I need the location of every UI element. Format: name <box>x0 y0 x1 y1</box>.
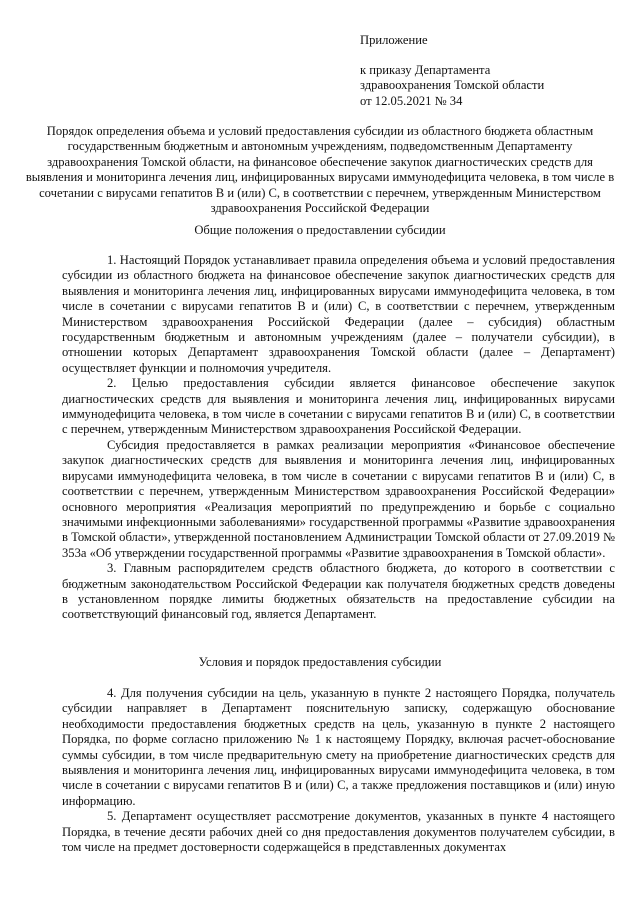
section-heading-general: Общие положения о предоставлении субсидии <box>194 223 446 237</box>
document-title: Порядок определения объема и условий предоставления субсидии из областного бюджета областным государственным бюджетным и автономным учреждениям, подведомственным Департаменту здравоохранения Томской области, на финансовое обеспечение закупок диагностических средств для выявления и мониторинга лечения лиц, инфицированных вирусами иммунодефицита человека, в том числе в сочетании с вирусами гепатитов В и (или) С, в соответствии с перечнем, утвержденным Министерством здравоохранения Российской Федерации <box>25 124 615 216</box>
paragraph-2: 2. Целью предоставления субсидии является финансовое обеспечение закупок диагностических средств для выявления и мониторинга лечения лиц, инфицированных вирусами иммунодефицита человека, в том числе в сочетании с вирусами гепатитов В и (или) С, в соответствии с перечнем, утвержденным Министерством здравоохранения Российской Федерации. <box>62 376 615 437</box>
paragraph-5: 5. Департамент осуществляет рассмотрение документов, указанных в пункте 4 настоящего Порядка, в течение десяти рабочих дней со дня предоставления документов получателем субсидии, в том числе на предмет достоверности содержащейся в представленных документах <box>62 809 615 855</box>
conditions-paragraphs <box>62 686 615 855</box>
paragraph-1: 1. Настоящий Порядок устанавливает правила определения объема и условий предоставления субсидии из областного бюджета на финансовое обеспечение закупок диагностических средств для выявления и мониторинга лечения лиц, инфицированных вирусами иммунодефицита человека, в том числе в сочетании с вирусами гепатитов В и (или) С, в соответствии с перечнем, утвержденным Министерством здравоохранения Российской Федерации (далее – субсидия) областным государственным бюджетным и автономным учреждениям (далее – получатели субсидии), в отношении которых Департамент здравоохранения Томской области (далее – Департамент) осуществляет функции и полномочия учредителя. <box>62 253 615 375</box>
general-paragraphs <box>62 253 615 623</box>
section-heading-conditions: Условия и порядок предоставления субсидии <box>198 655 442 669</box>
appendix-order-line: к приказу Департамента <box>360 62 491 77</box>
paragraph-2-subsidy: Субсидия предоставляется в рамках реализации мероприятия «Финансовое обеспечение закупок диагностических средств для выявления и мониторинга лечения лиц, инфицированных вирусами иммунодефицита человека, в том числе в сочетании с вирусами гепатитов В и (или) С, в соответствии с перечнем, утвержденным Министерством здравоохранения Российской Федерации» основного мероприятия «Реализация мероприятий по предупреждению и борьбе с социально значимыми инфекционными заболеваниями» государственной программы «Развитие здравоохранения в Томской области», утвержденной постановлением Администрации Томской области от 27.09.2019 № 353а «Об утверждении государственной программы «Развитие здравоохранения в Томской области». <box>62 437 615 560</box>
appendix-date-line: от 12.05.2021 № 34 <box>360 93 463 108</box>
appendix-label: Приложение <box>360 33 428 47</box>
paragraph-3: 3. Главным распорядителем средств областного бюджета, до которого в соответствии с бюджетным законодательством Российской Федерации как получателя бюджетных средств доведены в установленном порядке лимиты бюджетных обязательств на предоставление субсидии на соответствующий финансовый год, является Департамент. <box>62 561 615 622</box>
paragraph-4: 4. Для получения субсидии на цель, указанную в пункте 2 настоящего Порядка, получатель субсидии направляет в Департамент пояснительную записку, содержащую обоснование необходимости предоставления бюджетных средств на цель, указанную в пункте 2 настоящего Порядка, по форме согласно приложению № 1 к настоящему Порядку, включая расчет-обоснование суммы субсидии, в том числе предварительную смету на приобретение диагностических средств для выявления и мониторинга лечения лиц, инфицированных вирусами иммунодефицита человека, в том числе в сочетании с вирусами гепатитов В и (или) С, а также предложения поставщиков и (или) иную информацию. <box>62 686 615 808</box>
appendix-department-line: здравоохранения Томской области <box>360 78 545 93</box>
appendix-block <box>360 33 630 109</box>
